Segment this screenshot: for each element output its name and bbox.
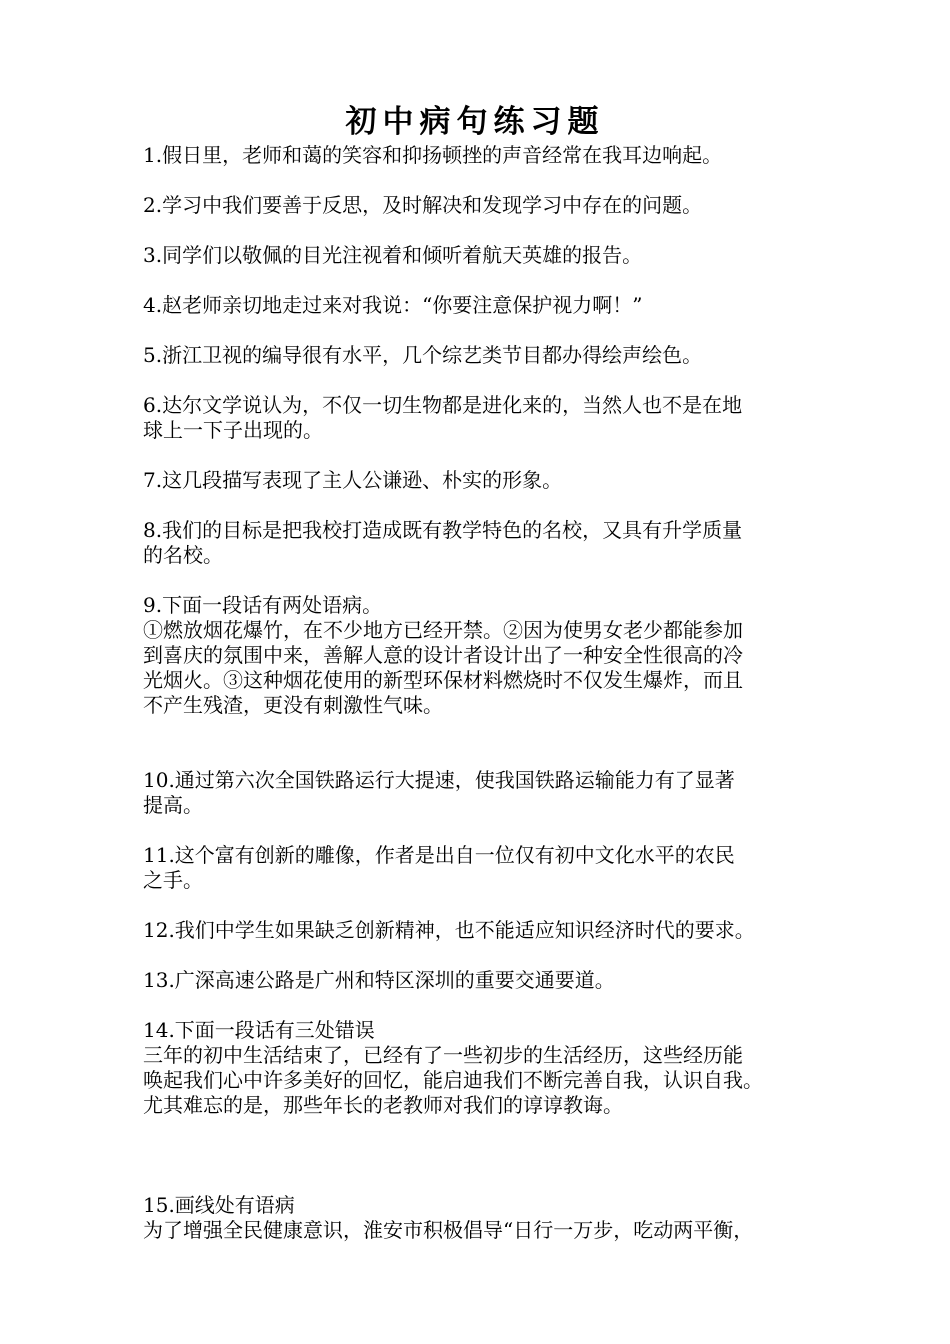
question-line: 1.假日里，老师和蔼的笑容和抑扬顿挫的声音经常在我耳边响起。: [143, 143, 723, 167]
question-line: 10.通过第六次全国铁路运行大提速，使我国铁路运输能力有了显著: [143, 768, 735, 792]
question-line: 为了增强全民健康意识，淮安市积极倡导“日行一万步，吃动两平衡，: [143, 1218, 754, 1242]
question-line: 9.下面一段话有两处语病。: [143, 593, 383, 617]
question-line: 12.我们中学生如果缺乏创新精神，也不能适应知识经济时代的要求。: [143, 918, 755, 942]
question-line: 三年的初中生活结束了，已经有了一些初步的生活经历，这些经历能: [143, 1043, 743, 1067]
question-item-1: [143, 143, 823, 168]
question-line: 7.这几段描写表现了主人公谦逊、朴实的形象。: [143, 468, 563, 492]
question-line: 提高。: [143, 793, 203, 817]
question-line: 到喜庆的氛围中来，善解人意的设计者设计出了一种安全性很高的冷: [143, 643, 743, 667]
question-item-15: [143, 1193, 823, 1243]
question-item-3: [143, 243, 823, 268]
question-line: 11.这个富有创新的雕像，作者是出自一位仅有初中文化水平的农民: [143, 843, 735, 867]
question-line: 8.我们的目标是把我校打造成既有教学特色的名校，又具有升学质量: [143, 518, 743, 542]
question-line: 5.浙江卫视的编导很有水平，几个综艺类节目都办得绘声绘色。: [143, 343, 703, 367]
question-line: 6.达尔文学说认为，不仅一切生物都是进化来的，当然人也不是在地: [143, 393, 743, 417]
question-item-7: [143, 468, 823, 493]
question-line: 唤起我们心中许多美好的回忆，能启迪我们不断完善自我，认识自我。: [143, 1068, 763, 1092]
question-line: 光烟火。③这种烟花使用的新型环保材料燃烧时不仅发生爆炸，而且: [143, 668, 743, 692]
question-item-6: [143, 393, 823, 443]
page-title: 初中病句练习题: [345, 104, 605, 140]
question-item-5: [143, 343, 823, 368]
question-line: 球上一下子出现的。: [143, 418, 323, 442]
question-line: 13.广深高速公路是广州和特区深圳的重要交通要道。: [143, 968, 615, 992]
question-line: 之手。: [143, 868, 203, 892]
question-item-9: [143, 593, 823, 718]
question-item-4: [143, 293, 823, 318]
question-line: 3.同学们以敬佩的目光注视着和倾听着航天英雄的报告。: [143, 243, 643, 267]
question-item-12: [143, 918, 823, 943]
question-line: 的名校。: [143, 543, 223, 567]
question-item-11: [143, 843, 823, 893]
question-item-8: [143, 518, 823, 568]
question-line: 14.下面一段话有三处错误: [143, 1018, 375, 1042]
question-item-13: [143, 968, 823, 993]
question-item-14: [143, 1018, 823, 1118]
question-line: 2.学习中我们要善于反思，及时解决和发现学习中存在的问题。: [143, 193, 703, 217]
question-line: 不产生残渣，更没有刺激性气味。: [143, 693, 443, 717]
question-line: 15.画线处有语病: [143, 1193, 295, 1217]
question-item-2: [143, 193, 823, 218]
question-line: 4.赵老师亲切地走过来对我说：“你要注意保护视力啊！”: [143, 293, 643, 317]
question-line: 尤其难忘的是，那些年长的老教师对我们的谆谆教诲。: [143, 1093, 623, 1117]
question-list: [143, 143, 823, 1243]
question-item-10: [143, 768, 823, 818]
question-line: ①燃放烟花爆竹，在不少地方已经开禁。②因为使男女老少都能参加: [143, 618, 743, 642]
